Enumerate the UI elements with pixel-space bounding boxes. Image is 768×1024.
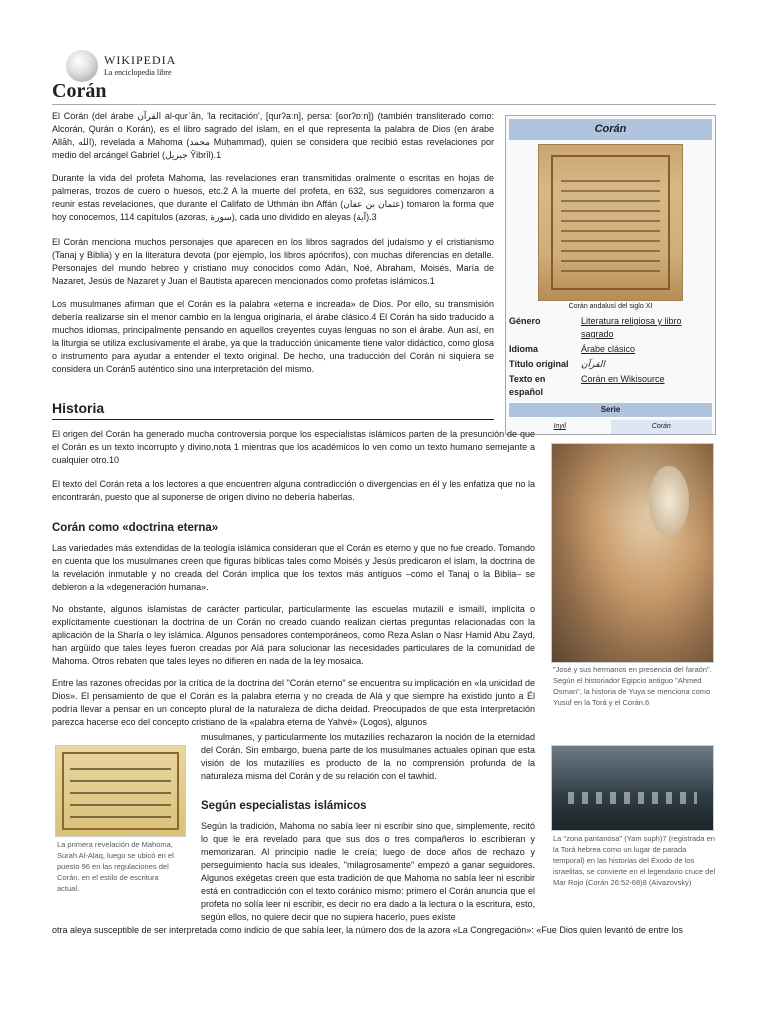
- infobox-value-link[interactable]: Árabe clásico: [581, 344, 636, 354]
- title-divider: [52, 104, 716, 105]
- logo-title: WIKIPEDIA: [104, 53, 177, 67]
- doctrina-paragraph-2: No obstante, algunos islamistas de carácter particular, particularmente las escuelas mutazilí e ismailí, implícita o explícitamente cuestionan la doctrina de un Corán no creado cuando realizan ciertas preguntas relacionadas con la aplicación de la Sharía o ley islámica. Algunos pensadores contemporáneos, como Reza Aslan o Nasr Hamid Abu Zayd, han argüido que tales leyes fueron creadas por Alá para solucionar las necesidades particulares de la comunidad de Mahoma. Otros rebaten que tales leyes no difieren en nada de la ley mosaica.: [52, 604, 535, 666]
- calligraphy-caption: La primera revelación de Mahoma, Surah Al-Alaq, luego se ubicó en el puesto 96 en las regulaciones del Corán. en el estilo de escritura actual.: [57, 840, 174, 893]
- intro-paragraph-3: El Corán menciona muchos personajes que aparecen en los libros sagrados del judaísmo y el cristianismo (Tanaj y Biblia) y en la literatura devota (por ejemplo, los libros apócrifos), con muchas diferencias en detalle. Personajes del mundo hebreo y cristiano muy conocidos como Adán, Noé, Abraham, Moisés, María de Nazaret, Jesús de Nazaret y Juan el Bautista aparecen mencionados como profetas islámicos.1: [52, 237, 494, 286]
- infobox-key: Título original: [509, 359, 569, 369]
- infobox-row: [506, 357, 715, 372]
- doctrina-paragraph-3a: Entre las razones ofrecidas por la crítica de la doctrina del "Corán eterno" se encuentra su implicación en «la unicidad de Dios». El pensamiento de que el Corán es la palabra eterna y no creada de Alá y que siempre ha existido junto a Él podría llevar a pensar en un concepto plural de la naturaleza de dicha deidad. Preocupados de que esta interpretación parezca hacerse eco del concepto cristiano de la «palabra eterna de Yahvé» (Logos), algunos: [52, 678, 535, 727]
- especialistas-paragraph-2: otra aleya susceptible de ser interpretada como indicio de que sabía leer, la número dos de la azora «La Congregación»: «Fue Dios quien levantó de entre los: [52, 925, 683, 935]
- serie-link-coran[interactable]: Corán: [611, 420, 713, 434]
- historia-paragraph-1: El origen del Corán ha generado mucha controversia porque los especialistas islámicos parten de la presunción de que el Corán es un texto incorrupto y divino,nota 1 mientras que los académicos lo ven como un texto humano semejante a cualquier otro.10: [52, 429, 535, 465]
- infobox-title: Corán: [509, 119, 712, 140]
- infobox-table: [506, 314, 715, 400]
- section-heading-especialistas: Según especialistas islámicos: [201, 800, 367, 812]
- wikipedia-globe-icon[interactable]: [66, 50, 98, 82]
- infobox-value: القرآن: [581, 359, 605, 369]
- intro-paragraph-4: Los musulmanes afirman que el Corán es la palabra «eterna e increada» de Dios. Por ello, su transmisión debería realizarse sin el menor cambio en la lengua originaria, el árabe clásico.4 El Corán ha sido traducido a muchos idiomas, principalmente pensando en aquellos creyentes cuyas lenguas no son el árabe. Aun así, en la liturgia se utiliza exclusivamente el árabe, ya que la traducción únicamente tiene valor didáctico, como glosa o instrumento para ayudar a entender el texto original. De hecho, una traducción del Corán ni siquiera se considera un Corán5 auténtico sino una interpretación del mismo.: [52, 299, 494, 374]
- serie-nav: [509, 420, 712, 434]
- yam-suph-caption: La "zona pantanosa" (Yam suph)7 (registrada en la Torá hebrea como un lugar de parada temporal) en las historias del Éxodo de los israelitas, se convierte en el legendario cruce del Mar Rojo (Corán 26:52-68)8 (Aivazovsky): [553, 834, 716, 887]
- infobox-image-caption: Corán andalusí del siglo XI: [568, 303, 653, 310]
- page-title: Corán: [52, 80, 107, 102]
- jose-painting-image[interactable]: [551, 443, 714, 663]
- section-divider: [52, 419, 494, 420]
- historia-paragraph-2: El texto del Corán reta a los lectores a que encuentren alguna contradicción o divergencias en él y les enfatiza que no la encontrarán, puesto que al suponerse de origen divino no debería haberlas.: [52, 479, 535, 502]
- intro-paragraph-2: Durante la vida del profeta Mahoma, las revelaciones eran transmitidas oralmente o escritas en hojas de palmeras, trozos de cuero o huesos, etc.2 A la muerte del profeta, en 632, sus seguidores comenzaron a reunir estas revelaciones, que durante el Califato de Uthmán ibn Affán (عثمان بن عفان) tomaron la forma que hoy conocemos, 114 capítulos (azoras, سورة), cada uno dividido en aleyas (آية).3: [52, 173, 495, 222]
- infobox-key: Género: [509, 316, 541, 326]
- doctrina-paragraph-3b: musulmanes, y particularmente los mutazilíes rechazaron la noción de la eternidad del Corán. Sin embargo, buena parte de los musulmanes actuales opinan que esta visión de los mutazilíes es producto de la no comprensión profunda de la naturaleza misma del Corán y de su relación con el tawhid.: [201, 732, 535, 781]
- infobox-serie-header: Serie: [509, 403, 712, 417]
- section-heading-doctrina: Corán como «doctrina eterna»: [52, 522, 219, 534]
- wikipedia-logo[interactable]: [104, 53, 176, 77]
- infobox-row: [506, 372, 715, 400]
- especialistas-paragraph-1: Según la tradición, Mahoma no sabía leer ni escribir sino que, simplemente, recitó lo que le era revelado para que sus dos o tres compañeros lo escribieran y memorizaran. Al principio nadie le creía; luego de doce años de rechazo y perseguimiento hacía sus ideales, "milagrosamente" empezó a ganar seguidores. Algunos exégetas creen que esta tradición de que Mahoma no sabía leer ni escribir está en contradicción con el texto coránico mismo: primero el Corán anuncia que el profeta no solía leer ni escribir, es decir no era dado a la lectura o la escritura, esto, según ellos, no quiere decir que no supiera hacerlo, pues existe: [201, 821, 535, 922]
- infobox-value-link[interactable]: Corán en Wikisource: [581, 374, 665, 384]
- infobox: [505, 115, 716, 435]
- jose-caption: "José y sus hermanos en presencia del faraón". Según el historiador Egipcio antiguo "Ahmed Osman", la historia de Yuya se menciona como Yusuf en la Torá y el Corán.6: [553, 665, 712, 707]
- section-heading-historia: Historia: [52, 400, 105, 416]
- infobox-key: Idioma: [509, 344, 539, 354]
- serie-link-inyil[interactable]: Inyil: [553, 423, 566, 430]
- logo-subtitle: La enciclopedia libre: [104, 68, 172, 77]
- infobox-value-link[interactable]: Literatura religiosa y libro sagrado: [581, 316, 682, 339]
- coran-andalusi-image[interactable]: [538, 144, 683, 301]
- infobox-row: [506, 342, 715, 357]
- surah-al-alaq-calligraphy-image[interactable]: [55, 745, 186, 837]
- intro-paragraph-1: El Corán (del árabe القرآن al-qurʾān, 'la recitación', [qurʔaːn], persa: [ɢorʔɒːn]) (también transliterado como: Alcorán, Qurán o Korán), es el libro sagrado del islam, en el que representa la palabra de Dios (en árabe Allāh, الله), revelada a Mahoma (محمد Muḥammad), quien se considera que recibió estas revelaciones por medio del arcángel Gabriel (جبريل Ŷibrīl).1: [52, 111, 495, 160]
- doctrina-paragraph-1: Las variedades más extendidas de la teología islámica consideran que el Corán es eterno y que no fue creado. Tomando en cuenta que los musulmanes creen que figuras bíblicas tales como Moisés y Jesús predicaron el islam, la doctrina de la revelación inmutable y no creada del Corán implica que los textos más antiguos –como el Tanaj o la Biblia– se debieron a la «degeneración humana».: [52, 543, 535, 592]
- infobox-row: [506, 314, 715, 342]
- yam-suph-painting-image[interactable]: [551, 745, 714, 831]
- infobox-key: Texto en español: [509, 374, 546, 397]
